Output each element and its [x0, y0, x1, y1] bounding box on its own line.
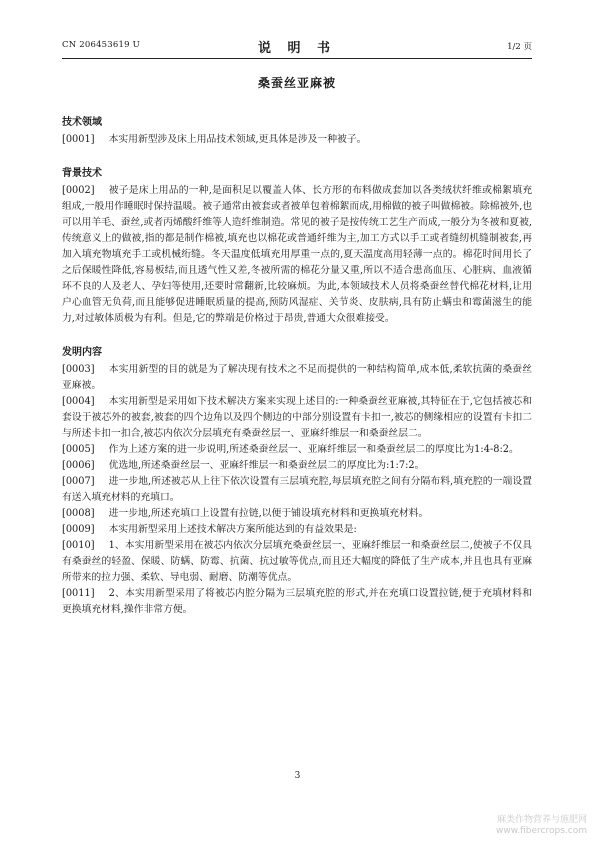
- paragraph: [62, 132, 532, 148]
- paragraph-text: 被子是床上用品的一种,是面积足以覆盖人体、长方形的布料做成套加以各类绒状纤维或棉絮填充组成,一般用作睡眠时保持温暖。被子通常由被套或者被单包着棉絮而成,用棉做的被子叫做棉被。除棉被外,也可以用羊毛、蚕丝,或者丙烯酸纤维等人造纤维制造。常见的被子是按传统工艺生产而成,一般分为冬被和夏被,传统意义上的做被,指的都是制作棉被,填充也以棉花或普通纤维为主,加工方式以手工或者缝纫机缝制被套,再加入填充物填充手工或机械绗缝。冬天温度低填充用厚重一点的,夏天温度高用轻薄一点的。棉花时间用长了之后保暖性降低,容易板结,而且透气性又差,冬被所需的棉花分量又重,所以不适合患高血压、心脏病、血液循环不良的人及老人、孕妇等使用,还要时常翻新,比较麻烦。为此,本领域技术人员将桑蚕丝替代棉花材料,让用户心血管无负荷,而且能够促进睡眠质量的提高,预防风湿症、关节炎、皮肤病,具有防止螨虫和霉菌滋生的能力,对过敏体质极为有利。但是,它的弊端是价格过于昂贵,普通大众很难接受。: [62, 185, 532, 324]
- watermark-line: 麻类作物营养与施肥网: [496, 815, 587, 825]
- section-heading: 发明内容: [62, 347, 102, 358]
- paragraph: [62, 458, 532, 474]
- paragraph-text: 1、本实用新型采用在被芯内依次分层填充桑蚕丝层一、亚麻纤维层一和桑蚕丝层二,使被子不仅具有桑蚕丝的轻盈、保暖、防螨、防霉、抗菌、抗过敏等优点,而且还大幅度的降低了生产成本,并且也具有亚麻所带来的拉力强、柔软、导电弱、耐磨、防潮等优点。: [62, 540, 532, 583]
- paragraph-text: 本实用新型的目的就是为了解决现有技术之不足而提供的一种结构简单,成本低,柔软抗菌的桑蚕丝亚麻被。: [62, 364, 532, 391]
- section-technical-field: [62, 113, 532, 148]
- paragraph: [62, 442, 532, 458]
- page-count: 1/2 页: [507, 42, 532, 52]
- paragraph: [62, 394, 532, 442]
- paragraph-number: [0005]: [62, 444, 95, 455]
- section-background: [62, 164, 532, 327]
- paragraph-number: [0002]: [62, 185, 95, 196]
- paragraph: [62, 506, 532, 522]
- paragraph-text: 本实用新型涉及床上用品技术领域,更具体是涉及一种被子。: [108, 134, 367, 145]
- paragraph: [62, 474, 532, 506]
- paragraph-number: [0009]: [62, 524, 95, 535]
- paragraph-text: 优选地,所述桑蚕丝层一、亚麻纤维层一和桑蚕丝层二的厚度比为:1:7:2。: [108, 460, 425, 471]
- page-header: [62, 37, 532, 57]
- paragraph-number: [0006]: [62, 460, 95, 471]
- section-heading: 背景技术: [62, 168, 102, 179]
- header-divider: [62, 58, 532, 59]
- paragraph-number: [0001]: [62, 134, 95, 145]
- paragraph-text: 进一步地,所述充填口上设置有拉链,以便于铺设填充材料和更换填充材料。: [108, 508, 429, 519]
- paragraph-number: [0003]: [62, 364, 95, 375]
- page-number: 3: [294, 771, 301, 781]
- paragraph-number: [0004]: [62, 396, 95, 407]
- section-heading: 技术领域: [62, 117, 102, 128]
- document-type-label: 说 明 书: [257, 41, 337, 56]
- paragraph: [62, 522, 532, 538]
- paragraph-text: 进一步地,所述被芯从上往下依次设置有三层填充腔,每层填充腔之间有分隔布料,填充腔的一端设置有送入填充材料的充填口。: [62, 476, 532, 503]
- site-watermark: [496, 815, 587, 837]
- paragraph-number: [0008]: [62, 508, 95, 519]
- section-summary: [62, 343, 532, 618]
- paragraph-number: [0010]: [62, 540, 95, 551]
- document-body: [62, 74, 532, 618]
- paragraph: [62, 362, 532, 394]
- watermark-line: www.fibercrops.com: [496, 826, 587, 836]
- paragraph: [62, 538, 532, 586]
- paragraph: [62, 183, 532, 327]
- paragraph-text: 作为上述方案的进一步说明,所述桑蚕丝层一、亚麻纤维层一和桑蚕丝层二的厚度比为1:4-8:2。: [108, 444, 519, 455]
- publication-number: CN 206453619 U: [62, 40, 140, 50]
- paragraph-text: 本实用新型是采用如下技术解决方案来实现上述目的:一种桑蚕丝亚麻被,其特征在于,它包括被芯和套设于被芯外的被套,被套的四个边角以及四个侧边的中部分别设置有卡扣一,被芯的侧缘相应的设置有卡扣二与所述卡扣一扣合,被芯内依次分层填充有桑蚕丝层一、亚麻纤维层一和桑蚕丝层二。: [62, 396, 532, 439]
- paragraph-text: 本实用新型采用上述技术解决方案所能达到的有益效果是:: [108, 524, 357, 535]
- paragraph-number: [0011]: [62, 588, 95, 599]
- paragraph: [62, 586, 532, 618]
- paragraph-number: [0007]: [62, 476, 95, 487]
- document-title: 桑蚕丝亚麻被: [257, 76, 336, 90]
- paragraph-text: 2、本实用新型采用了将被芯内腔分隔为三层填充腔的形式,并在充填口设置拉链,便于充填材料和更换填充材料,操作非常方便。: [62, 588, 532, 615]
